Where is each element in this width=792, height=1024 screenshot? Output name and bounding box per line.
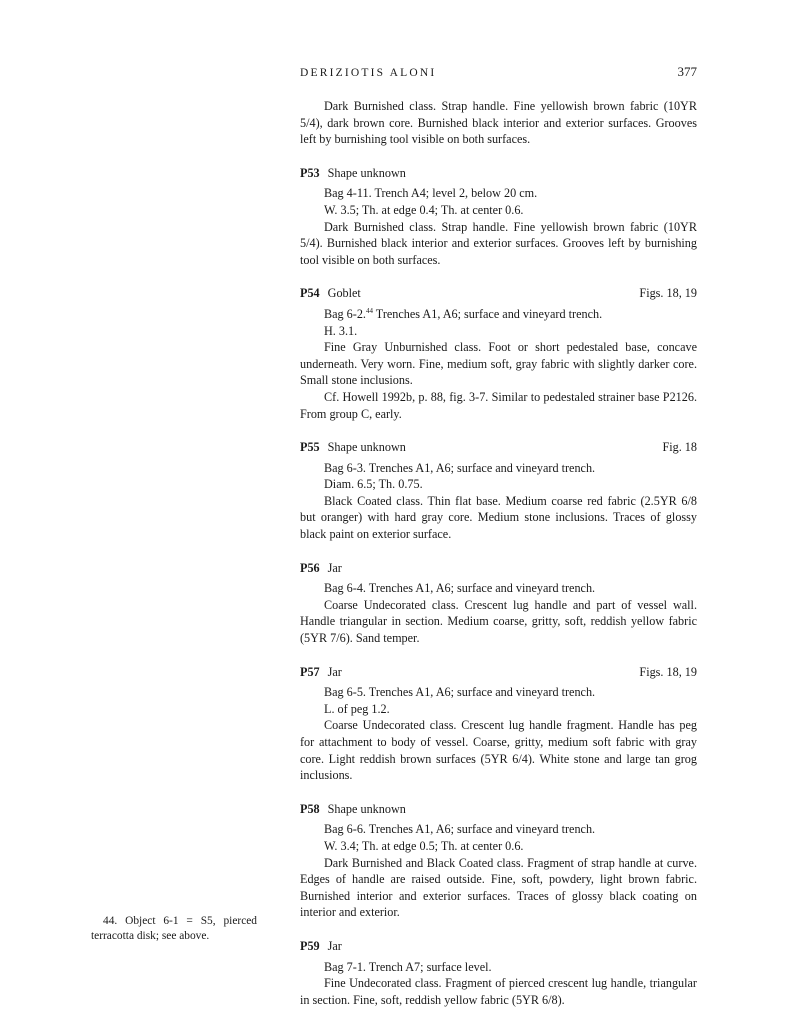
- entry-title: Jar: [327, 560, 342, 575]
- entry-title: Jar: [327, 938, 342, 953]
- description: Black Coated class. Thin flat base. Medium coarse red fabric (2.5YR 6/8 but oranger) with hard gray core. Medium stone inclusions. Traces of glossy black paint on exterior surface.: [300, 493, 697, 542]
- entry-id: P53: [300, 165, 320, 180]
- description: Dark Burnished and Black Coated class. Fragment of strap handle at curve. Edges of handle are raised outside. Fine, soft, powdery, light brown fabric. Burnished interior and exterior surfaces. Traces of glossy black coating on interior and exterior.: [300, 855, 697, 920]
- measurements: W. 3.5; Th. at edge 0.4; Th. at center 0.6.: [324, 202, 524, 217]
- catalogue-entry: [300, 165, 697, 269]
- catalogue-entry: [300, 560, 697, 647]
- figure-reference: Figs. 18, 19: [639, 664, 697, 679]
- entry-id: P56: [300, 560, 320, 575]
- description: Coarse Undecorated class. Crescent lug handle and part of vessel wall. Handle triangular in section. Medium coarse, gritty, soft, reddish yellow fabric (5YR 7/6). Sand temper.: [300, 597, 697, 646]
- intro-paragraph: Dark Burnished class. Strap handle. Fine yellowish brown fabric (10YR 5/4), dark brown core. Burnished black interior and exterior surfaces. Grooves left by burnishing tool visible on both surfaces.: [300, 99, 697, 147]
- catalogue-entries: [300, 165, 697, 1009]
- entry-heading-left: [300, 938, 342, 955]
- bag-text: Bag 7-1. Trench A7; surface level.: [324, 959, 492, 974]
- bag-line: [300, 306, 697, 323]
- entry-heading: [300, 285, 697, 302]
- entry-id: P59: [300, 938, 320, 953]
- entry-id: P54: [300, 286, 320, 301]
- catalogue-entry: [300, 664, 697, 784]
- description: Coarse Undecorated class. Crescent lug handle fragment. Handle has peg for attachment to body of vessel. Coarse, gritty, medium soft fabric with gray core. Light reddish brown surfaces (5YR 6/4). White stone and large tan grog inclusions.: [300, 718, 697, 783]
- bag-text: Bag 6-6. Trenches A1, A6; surface and vineyard trench.: [324, 822, 596, 837]
- running-title: DERIZIOTIS ALONI: [300, 67, 437, 79]
- entry-heading-left: [300, 560, 342, 577]
- description: Dark Burnished class. Strap handle. Fine yellowish brown fabric (10YR 5/4). Burnished black interior and exterior surfaces. Grooves left by burnishing tool visible on both surfaces.: [300, 219, 697, 267]
- catalogue-entry: [300, 439, 697, 543]
- catalogue-entry: [300, 938, 697, 1008]
- measurements: Diam. 6.5; Th. 0.75.: [324, 477, 423, 492]
- bag-line: [300, 684, 697, 701]
- entry-heading: [300, 560, 697, 577]
- bag-line: [300, 821, 697, 838]
- running-head: [300, 64, 697, 80]
- measurements: H. 3.1.: [324, 323, 358, 338]
- measurements: L. of peg 1.2.: [324, 701, 390, 716]
- measurements: W. 3.4; Th. at edge 0.5; Th. at center 0.6.: [324, 838, 524, 853]
- description: Fine Gray Unburnished class. Foot or short pedestaled base, concave underneath. Very worn. Fine, medium soft, gray fabric with slightly darker core. Small stone inclusions.: [300, 340, 697, 388]
- comparanda: Cf. Howell 1992b, p. 88, fig. 3-7. Similar to pedestaled strainer base P2126. From group C, early.: [300, 389, 697, 421]
- entry-heading: [300, 439, 697, 456]
- entry-title: Goblet: [327, 286, 361, 301]
- bag-text: Bag 6-4. Trenches A1, A6; surface and vineyard trench.: [324, 581, 596, 596]
- footnote-marker: 44: [365, 306, 373, 315]
- bag-text: Bag 6-2.: [324, 306, 366, 321]
- entry-heading-left: [300, 439, 406, 456]
- entry-heading: [300, 664, 697, 681]
- catalogue-column: [300, 98, 697, 1008]
- bag-line: [300, 185, 697, 202]
- footnote: [91, 914, 257, 944]
- bag-line: [300, 959, 697, 976]
- catalogue-entry: [300, 801, 697, 921]
- entry-heading: [300, 801, 697, 818]
- entry-title: Shape unknown: [327, 801, 406, 816]
- footnote-text: 44. Object 6-1 = S5, pierced terracotta disk; see above.: [91, 915, 257, 942]
- bag-line: [300, 580, 697, 597]
- entry-title: Shape unknown: [327, 440, 406, 455]
- entry-heading: [300, 938, 697, 955]
- entry-title: Jar: [327, 664, 342, 679]
- entry-title: Shape unknown: [327, 165, 406, 180]
- figure-reference: Fig. 18: [662, 440, 697, 455]
- bag-text: Bag 6-3. Trenches A1, A6; surface and vineyard trench.: [324, 460, 596, 475]
- entry-id: P55: [300, 440, 320, 455]
- figure-reference: Figs. 18, 19: [639, 286, 697, 301]
- entry-id: P58: [300, 801, 320, 816]
- bag-text: Bag 6-5. Trenches A1, A6; surface and vineyard trench.: [324, 685, 596, 700]
- bag-line: [300, 460, 697, 477]
- entry-heading-left: [300, 801, 406, 818]
- entry-heading-left: [300, 664, 342, 681]
- catalogue-entry: [300, 285, 697, 422]
- bag-text-rest: Trenches A1, A6; surface and vineyard trench.: [372, 306, 603, 321]
- entry-heading-left: [300, 285, 361, 302]
- entry-heading-left: [300, 165, 406, 182]
- description: Fine Undecorated class. Fragment of pierced crescent lug handle, triangular in section. Fine, soft, reddish yellow fabric (5YR 6/8).: [300, 976, 697, 1007]
- entry-heading: [300, 165, 697, 182]
- bag-text: Bag 4-11. Trench A4; level 2, below 20 cm.: [324, 186, 538, 201]
- page-number: 377: [677, 64, 697, 79]
- entry-id: P57: [300, 664, 320, 679]
